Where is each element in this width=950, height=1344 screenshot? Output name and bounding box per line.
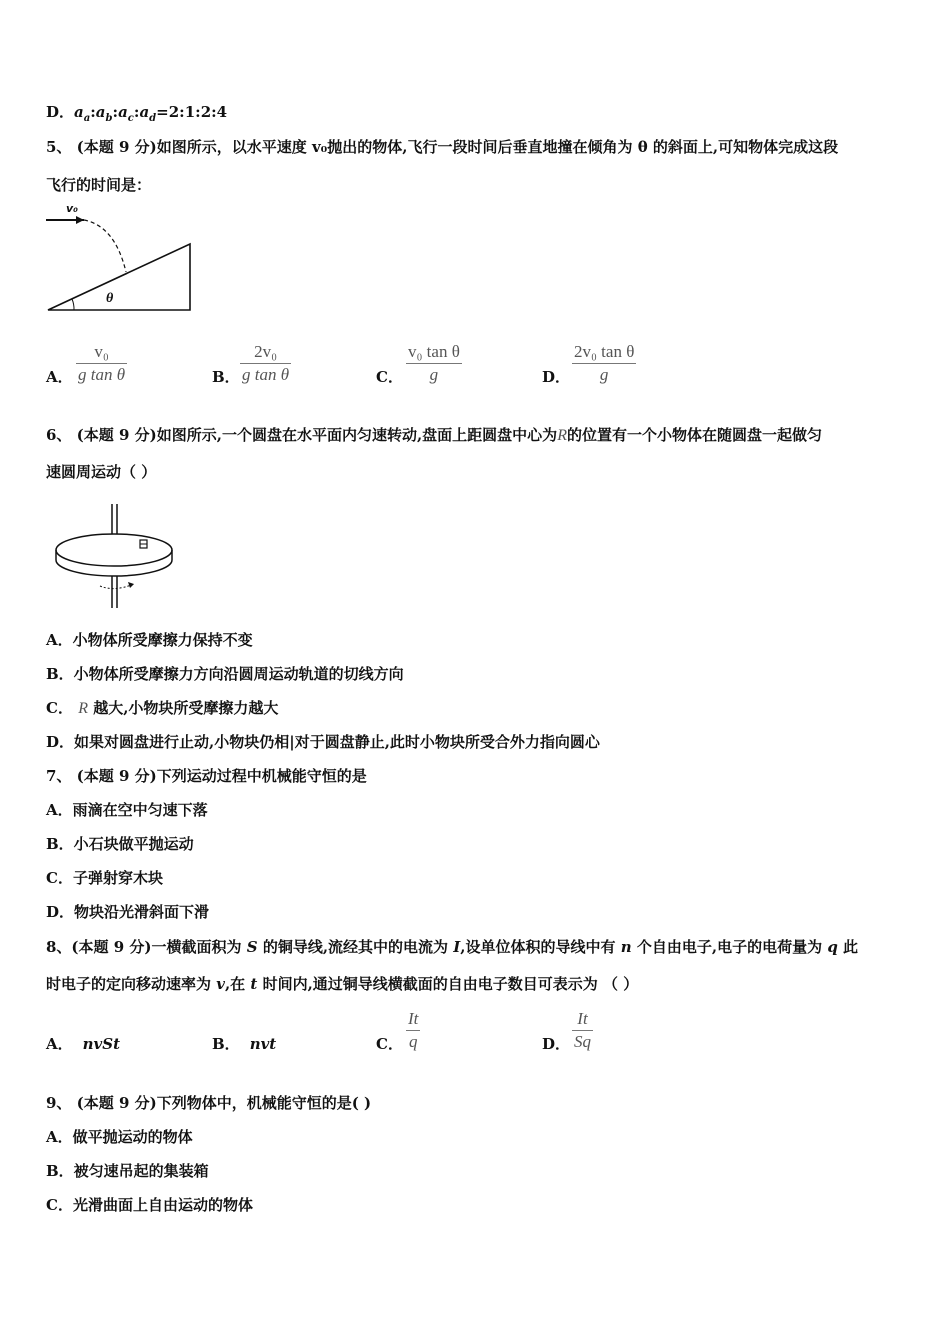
q8-stem-line2: 时电子的定向移动速率为 v,在 t 时间内,通过铜导线横截面的自由电子数目可表示为 （ ） bbox=[46, 975, 639, 993]
q8-option-c-fraction: It q bbox=[408, 1009, 419, 1051]
q6-option-c: C． R 越大,小物块所受摩擦力越大 bbox=[46, 699, 279, 717]
q8-option-d-label: D． bbox=[542, 1035, 571, 1053]
q6-option-a: A．小物体所受摩擦力保持不变 bbox=[46, 631, 253, 649]
q5-option-b-fraction: 2v₀ g tan θ bbox=[242, 342, 290, 384]
q8-option-d-fraction: It Sq bbox=[574, 1009, 591, 1051]
q6-stem-line2: 速圆周运动（ ） bbox=[46, 463, 157, 481]
q7-stem: 7、 (本题 9 分)下列运动过程中机械能守恒的是 bbox=[46, 767, 367, 785]
q7-option-b: B．小石块做平抛运动 bbox=[46, 835, 194, 853]
q6-stem-line1: 6、 (本题 9 分)如图所示,一个圆盘在水平面内匀速转动,盘面上距圆盘中心为R的位置有一个小物体在随圆盘一起做匀 bbox=[46, 426, 822, 444]
q7-option-c: C．子弹射穿木块 bbox=[46, 869, 163, 887]
q6-option-b: B．小物体所受摩擦力方向沿圆周运动轨道的切线方向 bbox=[46, 665, 404, 683]
q6-option-d: D．如果对圆盘进行止动,小物块仍相|对于圆盘静止,此时小物块所受合外力指向圆心 bbox=[46, 733, 600, 751]
q5-option-c-label: C． bbox=[376, 368, 403, 386]
q5-option-a-label: A． bbox=[46, 368, 73, 386]
v0-label: v₀ bbox=[66, 202, 78, 215]
q9-stem: 9、 (本题 9 分)下列物体中，机械能守恒的是( ) bbox=[46, 1094, 372, 1112]
q5-option-d-label: D． bbox=[542, 368, 571, 386]
q7-option-a: A．雨滴在空中匀速下落 bbox=[46, 801, 208, 819]
q5-option-d-fraction: 2v₀ tan θ g bbox=[574, 342, 635, 384]
theta-label: θ bbox=[106, 291, 114, 306]
q9-option-a: A．做平抛运动的物体 bbox=[46, 1128, 193, 1146]
q9-option-c: C．光滑曲面上自由运动的物体 bbox=[46, 1196, 253, 1214]
q7-option-d: D．物块沿光滑斜面下滑 bbox=[46, 903, 210, 921]
q8-option-b: B． nvt bbox=[212, 1035, 277, 1053]
q5-stem-line2: 飞行的时间是： bbox=[46, 176, 152, 194]
q5-option-b-label: B． bbox=[212, 368, 240, 386]
q8-option-c-label: C． bbox=[376, 1035, 403, 1053]
q5-incline-figure bbox=[40, 198, 200, 316]
q5-option-a-fraction: v₀ g tan θ bbox=[78, 342, 126, 384]
q9-option-b: B．被匀速吊起的集装箱 bbox=[46, 1162, 209, 1180]
q8-stem-line1: 8、(本题 9 分)一横截面积为 S 的铜导线,流经其中的电流为 I,设单位体积的导线中有 n 个自由电子,电子的电荷量为 q 此 bbox=[46, 938, 859, 956]
q4-option-d: D．$a_a:a_b:a_c:a_d=2:1:2:4$ bbox=[46, 103, 228, 124]
q8-option-a: A． nvSt bbox=[46, 1035, 121, 1053]
q5-option-c-fraction: v₀ tan θ g bbox=[408, 342, 460, 384]
q6-rotating-disc-figure bbox=[44, 500, 184, 612]
q5-stem-line1: 5、 (本题 9 分)如图所示，以水平速度 v₀抛出的物体,飞行一段时间后垂直地撞在倾角为 θ 的斜面上,可知物体完成这段 bbox=[46, 138, 839, 156]
